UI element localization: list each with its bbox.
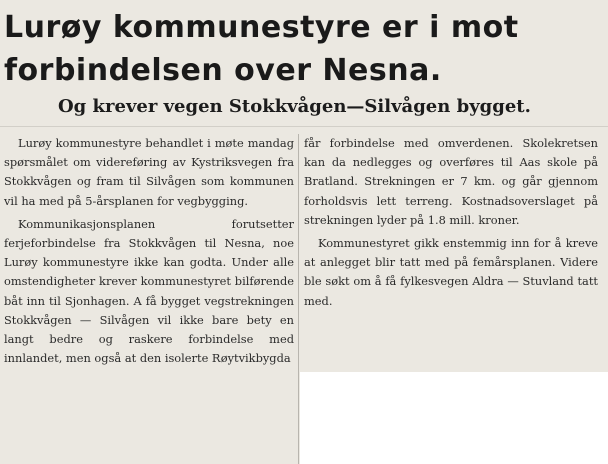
paragraph: Lurøy kommunestyre behandlet i møte mandag spørsmålet om videreføring av Kystriksvegen fra Stokkvågen og fram til Silvågen som kommunen vil ha med på 5-årsplanen for vegbygging. [4,136,294,208]
paragraph: Kommunestyret gikk enstemmig inn for å kreve at anlegget blir tatt med på femårsplanen. Videre ble søkt om å få fylkesvegen Aldra — Stuvland tatt med. [304,236,598,308]
paragraph: Kommunikasjonsplanen forutsetter ferjeforbindelse fra Stokkvågen til Nesna, noe Lurøy kommunestyre ikke kan godta. Under alle omstendigheter krever kommunestyret bilførende båt inn til Sjonhagen. A få bygget vegstrekningen Stokkvågen — Silvågen vil ikke bare bety en langt bedre og raskere forbindelse med innlandet, men også at den isolerte Røytvikbygda [4,216,294,366]
paragraph: får forbindelse med omverdenen. Skolekretsen kan da nedlegges og overføres til Aas skole på Bratland. Strekningen er 7 km. og går gjennom forholdsvis lett terreng. Kostnadsoverslaget på strekningen lyder på 1.8 mill. kroner. [304,136,598,227]
headline-line-2: forbindelsen over Nesna. [4,53,442,88]
header-rule [0,126,608,127]
blank-area [300,372,608,464]
article-column-left [4,134,294,368]
subheadline: Og krever vegen Stokkvågen—Silvågen bygget. [58,96,531,117]
headline [4,6,604,92]
column-divider [298,134,299,464]
headline-line-1: Lurøy kommunestyre er i mot [4,10,519,45]
article-column-right [304,134,598,311]
